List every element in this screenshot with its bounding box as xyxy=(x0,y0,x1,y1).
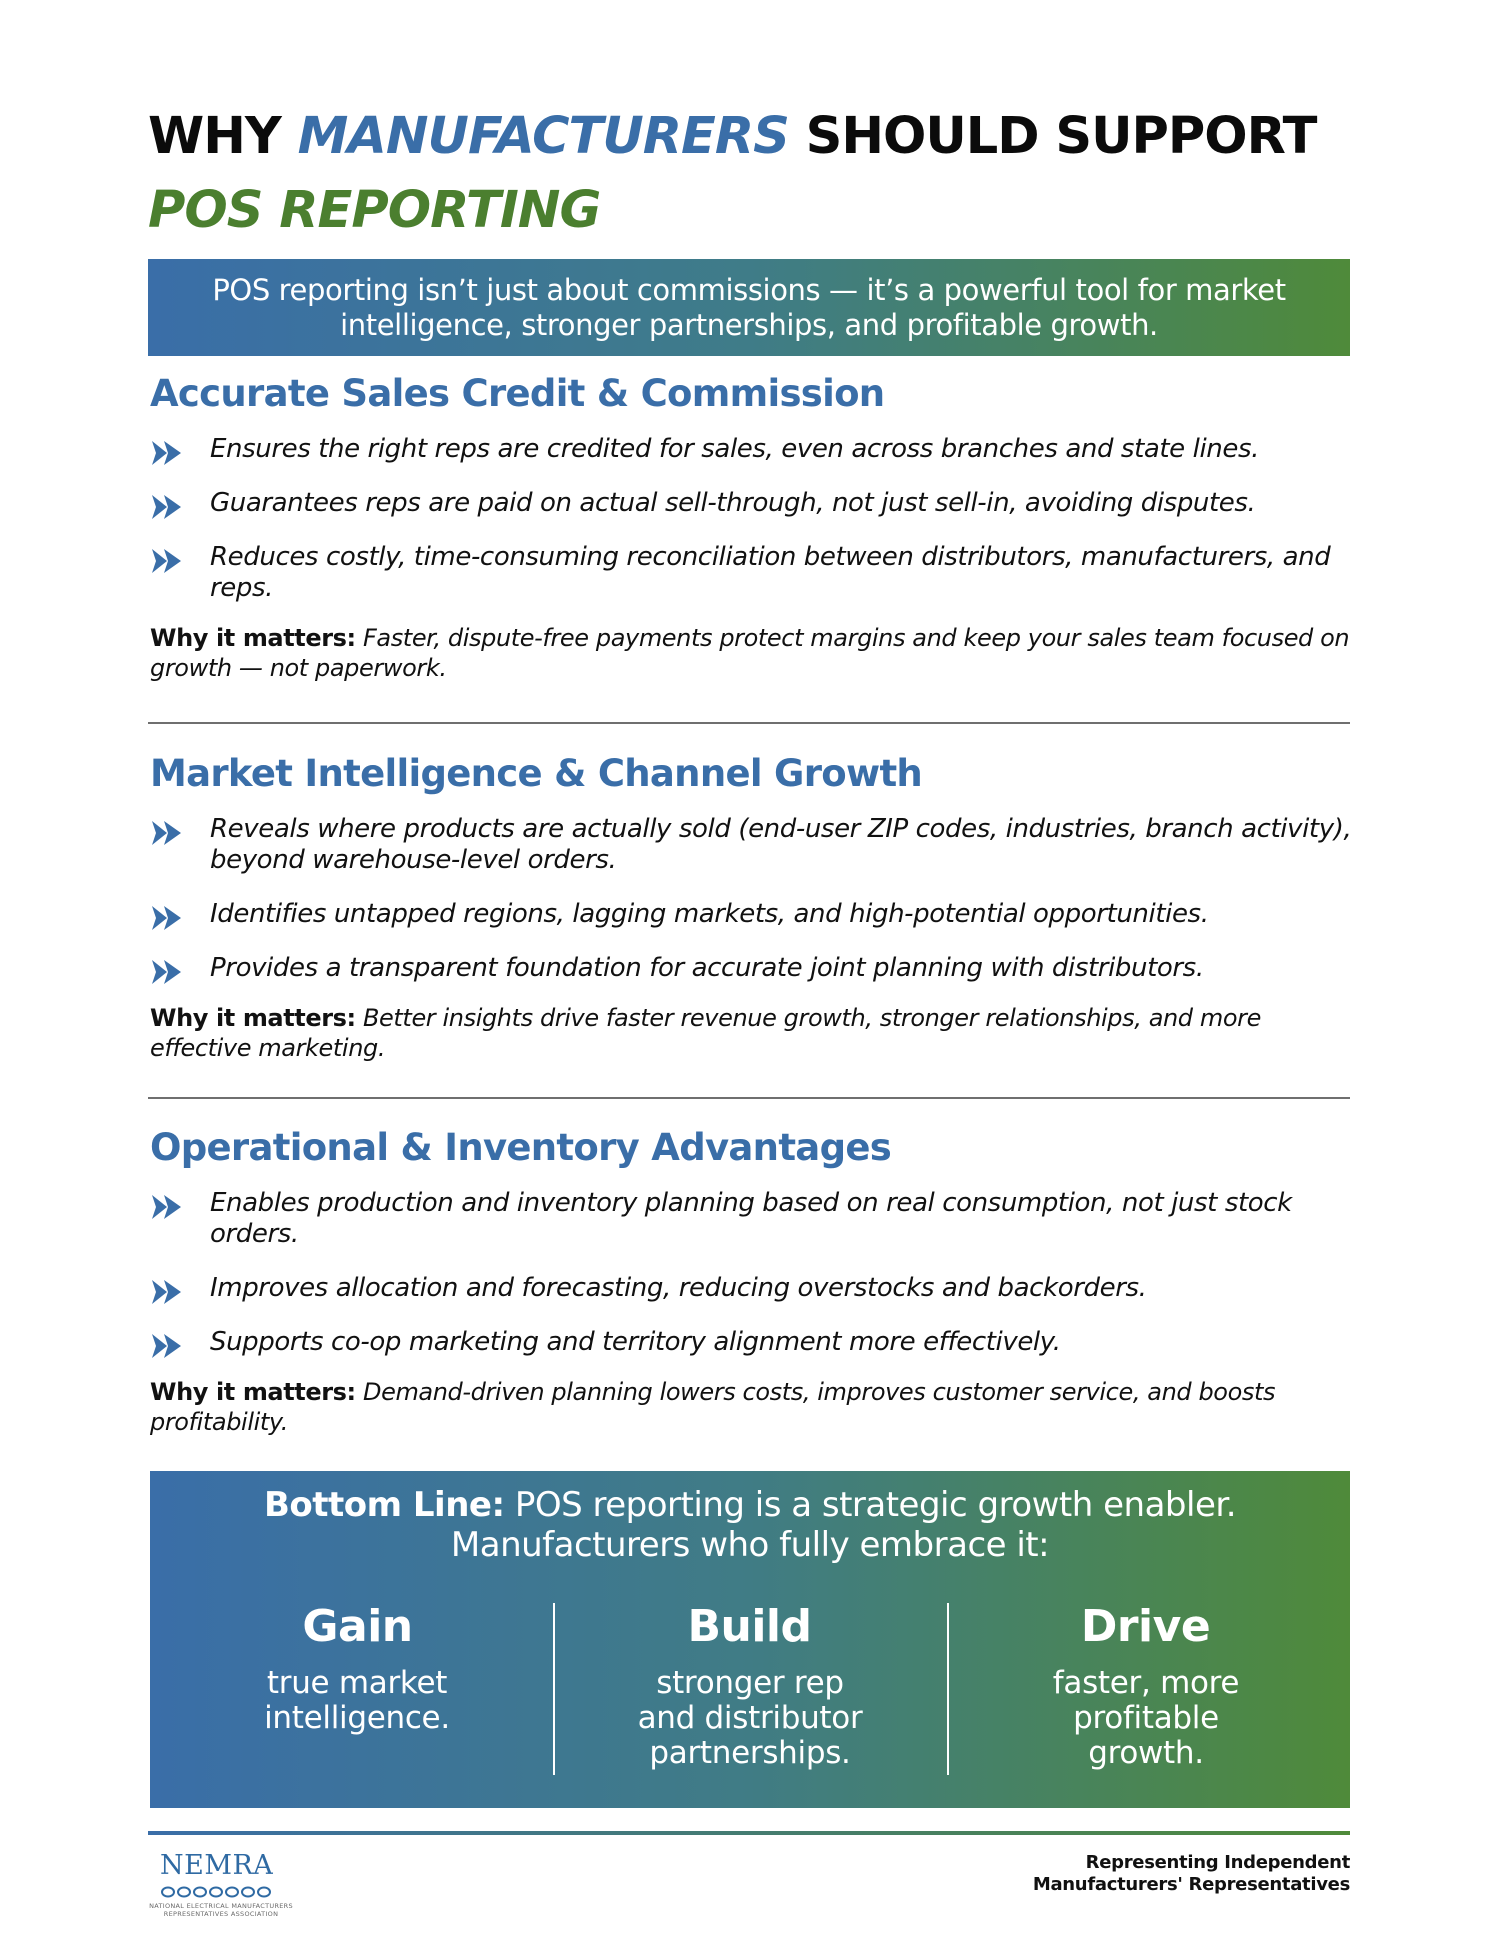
section-heading: Accurate Sales Credit & Commission xyxy=(150,372,885,415)
title-text: SHOULD SUPPORT xyxy=(788,107,1317,166)
why-it-matters-text: Demand-driven planning lowers costs, improves customer service, and boosts profitability. xyxy=(150,1378,1276,1436)
logo-subtitle-line: NATIONAL ELECTRICAL MANUFACTURERS xyxy=(149,1902,293,1910)
bullet-text: Ensures the right reps are credited for sales, even across branches and state lines. xyxy=(210,434,1259,464)
section-divider xyxy=(148,1097,1350,1099)
bottom-line-text: POS reporting is a strategic growth enabler. xyxy=(504,1485,1237,1525)
bullet-text: Enables production and inventory planning based on real consumption, not just stock orders. xyxy=(210,1188,1292,1249)
benefit-column-build xyxy=(552,1601,947,1771)
section-heading: Market Intelligence & Channel Growth xyxy=(150,752,923,795)
list-item xyxy=(150,542,1360,604)
double-chevron-right-icon xyxy=(150,547,186,575)
list-item xyxy=(150,899,1360,930)
section-operational xyxy=(150,1126,1360,1437)
double-chevron-right-icon xyxy=(150,819,186,847)
bottom-line-line-1 xyxy=(150,1485,1350,1525)
section-market-intelligence xyxy=(150,752,1360,1063)
section-heading: Operational & Inventory Advantages xyxy=(150,1126,892,1169)
why-it-matters-label: Why it matters: xyxy=(150,1378,356,1406)
why-it-matters xyxy=(150,1003,1360,1063)
logo-wordmark: NEMRA xyxy=(160,1850,274,1881)
footer-divider xyxy=(148,1831,1350,1835)
bullet-text: Provides a transparent foundation for accurate joint planning with distributors. xyxy=(210,953,1204,983)
double-chevron-right-icon xyxy=(150,904,186,932)
bullet-list xyxy=(150,814,1360,984)
title-text: WHY xyxy=(148,107,298,166)
tagline-line: Manufacturers' Representatives xyxy=(1032,1874,1350,1895)
list-item xyxy=(150,1327,1360,1358)
benefit-column-gain xyxy=(160,1601,555,1736)
double-chevron-right-icon xyxy=(150,1193,186,1221)
bullet-text: Identifies untapped regions, lagging markets, and high-potential opportunities. xyxy=(210,899,1209,929)
why-it-matters-text: Faster, dispute-free payments protect margins and keep your sales team focused on growth — not paperwork. xyxy=(150,624,1350,682)
tagline-line: Representing Independent xyxy=(1085,1852,1350,1873)
logo-subtitle xyxy=(148,1902,294,1918)
bullet-text: Reduces costly, time-consuming reconciliation between distributors, manufacturers, and reps. xyxy=(210,542,1331,603)
title-emphasis-manufacturers: MANUFACTURERS xyxy=(297,107,789,166)
double-chevron-right-icon xyxy=(150,1332,186,1360)
benefit-title: Build xyxy=(687,1601,812,1652)
bullet-text: Guarantees reps are paid on actual sell-through, not just sell-in, avoiding disputes. xyxy=(210,488,1256,518)
title-line-1 xyxy=(148,100,1316,174)
benefit-text: true market intelligence. xyxy=(264,1665,450,1736)
why-it-matters-label: Why it matters: xyxy=(150,1004,356,1032)
bullet-text: Reveals where products are actually sold (end-user ZIP codes, industries, branch activity), beyond warehouse-level orders. xyxy=(210,814,1352,875)
logo-subtitle-line: REPRESENTATIVES ASSOCIATION xyxy=(163,1910,279,1918)
why-it-matters xyxy=(150,1377,1360,1437)
list-item xyxy=(150,488,1360,519)
bullet-text: Improves allocation and forecasting, reducing overstocks and backorders. xyxy=(210,1273,1147,1303)
list-item xyxy=(150,953,1360,984)
bottom-line-subtext: Manufacturers who fully embrace it: xyxy=(450,1525,1050,1565)
section-sales-credit xyxy=(150,372,1360,683)
benefit-text: stronger rep and distributor partnerships. xyxy=(637,1665,863,1771)
double-chevron-right-icon xyxy=(150,1278,186,1306)
why-it-matters-text: Better insights drive faster revenue growth, stronger relationships, and more effective marketing. xyxy=(150,1004,1261,1062)
bullet-text: Supports co-op marketing and territory alignment more effectively. xyxy=(210,1327,1061,1357)
bottom-line-banner xyxy=(150,1471,1350,1808)
nemra-logo xyxy=(148,1850,294,1920)
title-line-2: POS REPORTING xyxy=(148,181,601,240)
why-it-matters-label: Why it matters: xyxy=(150,624,356,652)
double-chevron-right-icon xyxy=(150,493,186,521)
bottom-line-heading xyxy=(150,1485,1350,1565)
bottom-line-label: Bottom Line: xyxy=(263,1485,505,1525)
bullet-list xyxy=(150,1188,1360,1358)
list-item xyxy=(150,814,1360,876)
benefit-title: Gain xyxy=(302,1601,413,1652)
chain-links-icon xyxy=(160,1885,272,1899)
benefit-column-drive xyxy=(948,1601,1343,1771)
double-chevron-right-icon xyxy=(150,439,186,467)
list-item xyxy=(150,1273,1360,1304)
benefit-text: faster, more profitable growth. xyxy=(1052,1665,1240,1771)
page-title xyxy=(148,100,1316,248)
why-it-matters xyxy=(150,623,1360,683)
intro-banner xyxy=(148,259,1350,356)
intro-text: POS reporting isn’t just about commissions — it’s a powerful tool for market intelligence, stronger partnerships, and profitable growth. xyxy=(212,272,1286,342)
list-item xyxy=(150,1188,1360,1250)
footer-tagline xyxy=(1033,1852,1350,1896)
bullet-list xyxy=(150,434,1360,604)
section-divider xyxy=(148,722,1350,724)
benefit-title: Drive xyxy=(1080,1601,1211,1652)
list-item xyxy=(150,434,1360,465)
double-chevron-right-icon xyxy=(150,958,186,986)
